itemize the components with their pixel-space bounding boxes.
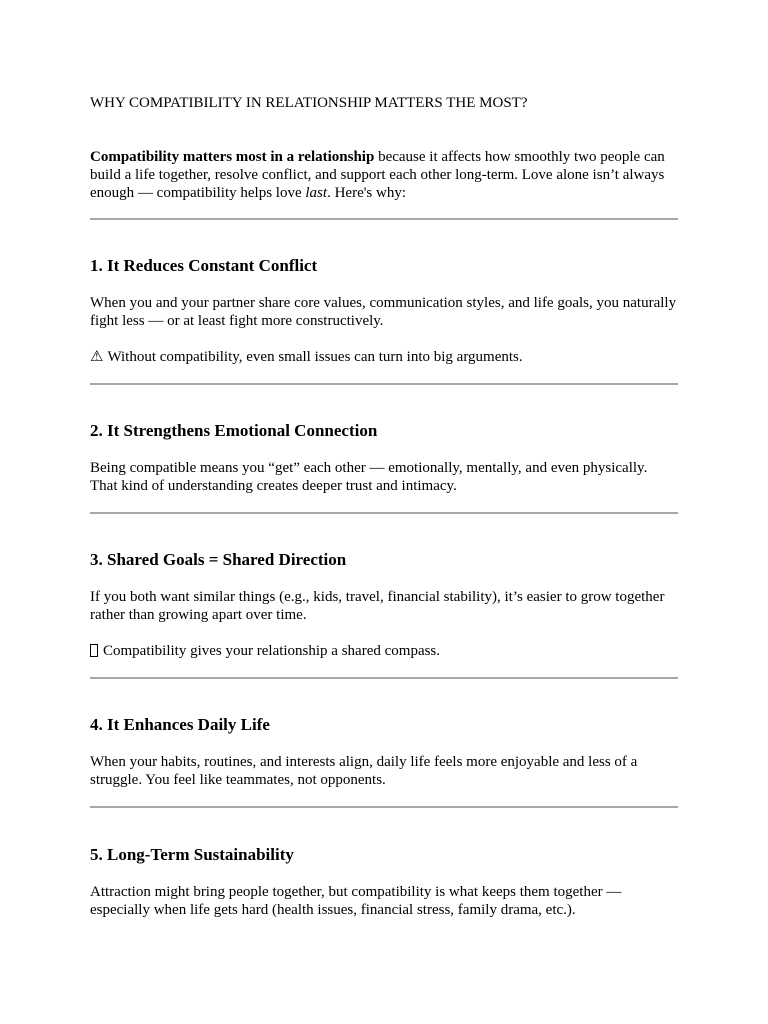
intro-text-end: . Here's why:: [327, 185, 407, 201]
divider: [90, 806, 678, 808]
section-heading-4: 4. It Enhances Daily Life: [90, 715, 270, 734]
intro-italic: last: [305, 185, 328, 201]
intro-bold-lead: Compatibility matters most in a relationship: [90, 149, 375, 165]
divider: [90, 383, 678, 385]
intro-paragraph: [90, 148, 678, 202]
intro-text: because it affects how smoothly two people can build a life together, resolve conflict, and support each other long-term. Love alone isn’t always enough — compatibility helps love: [90, 149, 665, 201]
divider: [90, 512, 678, 514]
section-note-text-1: Without compatibility, even small issues can turn into big arguments.: [107, 349, 523, 365]
warning-icon: ⚠: [90, 349, 104, 365]
missing-glyph-icon: [90, 644, 98, 657]
section-heading-5: 5. Long-Term Sustainability: [90, 845, 294, 864]
section-note-text-3: Compatibility gives your relationship a shared compass.: [103, 643, 441, 659]
section-heading-2: 2. It Strengthens Emotional Connection: [90, 421, 378, 440]
divider: [90, 677, 678, 679]
section-body-1: When you and your partner share core values, communication styles, and life goals, you naturally fight less — or at least fight more constructively.: [90, 295, 677, 329]
section-note-1: [90, 348, 678, 366]
divider: [90, 218, 678, 220]
section-body-3: If you both want similar things (e.g., kids, travel, financial stability), it’s easier to grow together rather than growing apart over time.: [90, 589, 665, 623]
section-body-5: Attraction might bring people together, but compatibility is what keeps them together — especially when life gets hard (health issues, financial stress, family drama, etc.).: [90, 884, 622, 918]
section-heading-3: 3. Shared Goals = Shared Direction: [90, 550, 347, 569]
section-body-2: Being compatible means you “get” each other — emotionally, mentally, and even physically. That kind of understanding creates deeper trust and intimacy.: [90, 460, 648, 494]
section-body-4: When your habits, routines, and interests align, daily life feels more enjoyable and less of a struggle. You feel like teammates, not opponents.: [90, 754, 638, 788]
section-heading-1: 1. It Reduces Constant Conflict: [90, 256, 318, 275]
section-note-3: [90, 642, 678, 660]
document-title: WHY COMPATIBILITY IN RELATIONSHIP MATTERS THE MOST?: [90, 95, 528, 111]
